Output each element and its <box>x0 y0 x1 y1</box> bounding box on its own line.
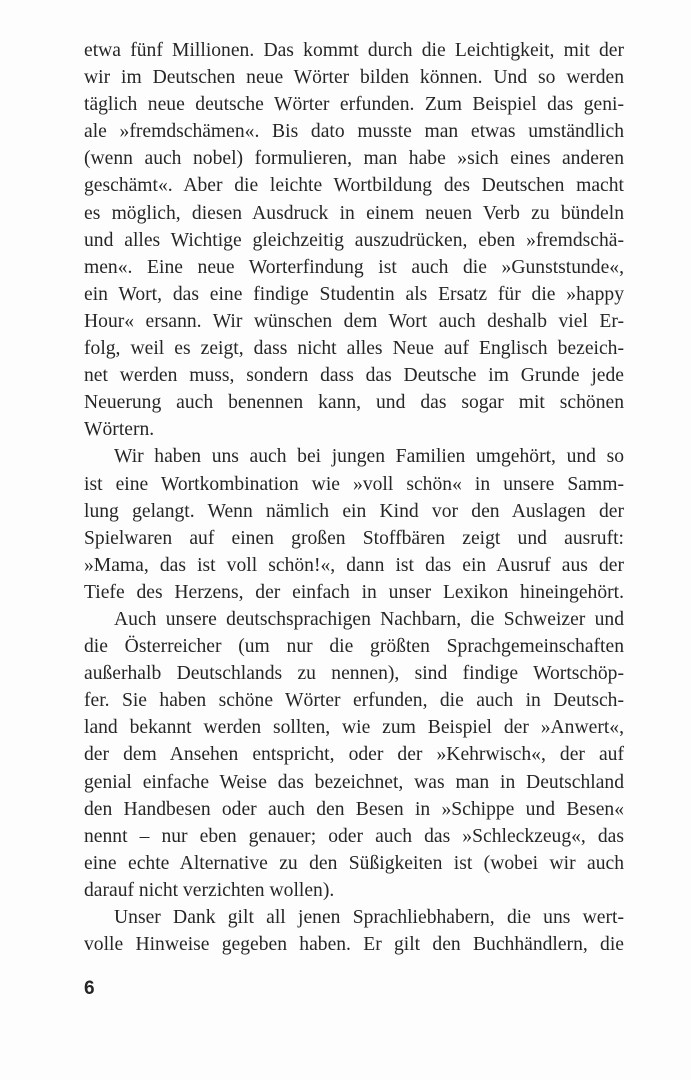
text-line: Neuerung auch benennen kann, und das sogar mit schönen <box>84 392 624 414</box>
text-line: außerhalb Deutschlands zu nennen), sind findige Wortschöp- <box>84 663 624 685</box>
text-line: täglich neue deutsche Wörter erfunden. Zum Beispiel das geni- <box>84 94 624 116</box>
paragraph-start-line: Auch unsere deutschsprachigen Nachbarn, die Schweizer und <box>114 608 624 630</box>
paragraph-start-line: Wir haben uns auch bei jungen Familien umgehört, und so <box>114 446 624 468</box>
body-text <box>84 37 624 958</box>
text-line: men«. Eine neue Worterfindung ist auch die »Gunststunde«, <box>84 256 624 278</box>
text-line: ein Wort, das eine findige Studentin als Ersatz für die »happy <box>84 283 624 305</box>
paragraph-end-line: darauf nicht verzichten wollen). <box>84 879 335 901</box>
text-line: land bekannt werden sollten, wie zum Beispiel der »Anwert«, <box>84 717 624 739</box>
paragraph-start-line: Unser Dank gilt all jenen Sprachliebhabern, die uns wert- <box>114 907 624 928</box>
text-line: folg, weil es zeigt, dass nicht alles Neue auf Englisch bezeich- <box>84 338 624 360</box>
text-line: der dem Ansehen entspricht, oder der »Kehrwisch«, der auf <box>84 744 624 766</box>
text-line: (wenn auch nobel) formulieren, man habe »sich eines anderen <box>84 148 624 170</box>
text-line: lung gelangt. Wenn nämlich ein Kind vor den Auslagen der <box>84 500 624 522</box>
text-line: die Österreicher (um nur die größten Sprachgemeinschaften <box>84 636 624 658</box>
text-line: genial einfache Weise das bezeichnet, was man in Deutschland <box>84 771 624 793</box>
text-line: nennt – nur eben genauer; oder auch das »Schleckzeug«, das <box>84 825 624 847</box>
text-line: und alles Wichtige gleichzeitig auszudrücken, eben »fremdschä- <box>84 229 624 251</box>
text-line: Hour« ersann. Wir wünschen dem Wort auch deshalb viel Er- <box>84 310 624 332</box>
text-line: net werden muss, sondern dass das Deutsche im Grunde jede <box>84 365 624 387</box>
page-number: 6 <box>84 978 95 999</box>
text-line: ist eine Wortkombination wie »voll schön« in unsere Samm- <box>84 473 624 495</box>
text-line: etwa fünf Millionen. Das kommt durch die Leichtigkeit, mit der <box>84 40 624 61</box>
text-line: es möglich, diesen Ausdruck in einem neuen Verb zu bündeln <box>84 202 624 224</box>
text-line: Spielwaren auf einen großen Stoffbären zeigt und ausruft: <box>84 527 624 549</box>
text-line: »Mama, das ist voll schön!«, dann ist das ein Ausruf aus der <box>84 554 624 576</box>
text-line: ale »fremdschämen«. Bis dato musste man etwas umständlich <box>84 121 624 143</box>
paragraph-end-line: Wörtern. <box>84 419 155 441</box>
text-line: fer. Sie haben schöne Wörter erfunden, die auch in Deutsch- <box>84 690 624 712</box>
text-line: wir im Deutschen neue Wörter bilden können. Und so werden <box>84 67 624 89</box>
text-line: volle Hinweise gegeben haben. Er gilt den Buchhändlern, die <box>84 934 624 956</box>
text-line: den Handbesen oder auch den Besen in »Schippe und Besen« <box>84 798 624 820</box>
text-line: eine echte Alternative zu den Süßigkeiten ist (wobei wir auch <box>84 852 624 874</box>
text-line: geschämt«. Aber die leichte Wortbildung des Deutschen macht <box>84 175 624 197</box>
paragraph-end-line: Tiefe des Herzens, der einfach in unser Lexikon hineingehört. <box>84 581 624 603</box>
